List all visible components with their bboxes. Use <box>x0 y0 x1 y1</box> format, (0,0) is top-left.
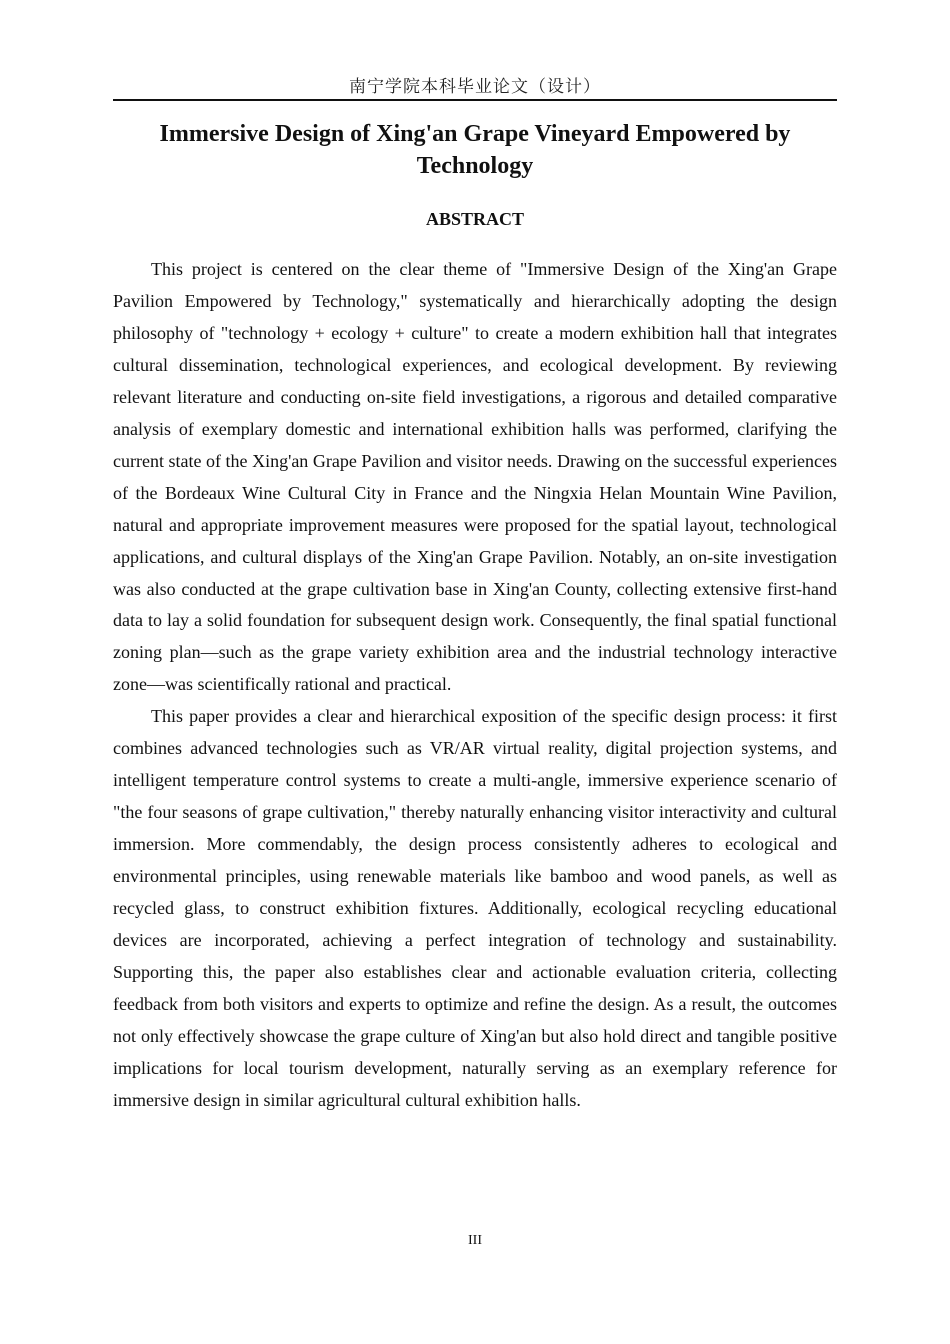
abstract-body <box>113 254 837 1117</box>
page-number: III <box>468 1233 482 1248</box>
running-header: 南宁学院本科毕业论文（设计） <box>349 77 601 97</box>
paper-title: Immersive Design of Xing'an Grape Vineyard Empowered by Technology <box>159 121 791 179</box>
abstract-paragraph-1: This project is centered on the clear theme of "Immersive Design of the Xing'an Grape Pavilion Empowered by Technology," systematically and hierarchically adopting the design philosophy of "technology + ecology + culture" to create a modern exhibition hall that integrates cultural dissemination, technological experiences, and ecological development. By reviewing relevant literature and conducting on-site field investigations, a rigorous and detailed comparative analysis of exemplary domestic and international exhibition halls was performed, clarifying the current state of the Xing'an Grape Pavilion and visitor needs. Drawing on the successful experiences of the Bordeaux Wine Cultural City in France and the Ningxia Helan Mountain Wine Pavilion, natural and appropriate improvement measures were proposed for the spatial layout, technological applications, and cultural displays of the Xing'an Grape Pavilion. Notably, an on-site investigation was also conducted at the grape cultivation base in Xing'an County, collecting extensive first-hand data to lay a solid foundation for subsequent design work. Consequently, the final spatial functional zoning plan—such as the grape variety exhibition area and the industrial technology interactive zone—was scientifically rational and practical. <box>113 259 837 695</box>
abstract-heading: ABSTRACT <box>425 209 525 229</box>
abstract-paragraph-2: This paper provides a clear and hierarchical exposition of the specific design process: it first combines advanced technologies such as VR/AR virtual reality, digital projection systems, and intelligent temperature control systems to create a multi-angle, immersive experience scenario of "the four seasons of grape cultivation," thereby naturally enhancing visitor interactivity and cultural immersion. More commendably, the design process consistently adheres to ecological and environmental principles, using renewable materials like bamboo and wood panels, as well as recycled glass, to construct exhibition fixtures. Additionally, ecological recycling educational devices are incorporated, achieving a perfect integration of technology and sustainability. Supporting this, the paper also establishes clear and actionable evaluation criteria, collecting feedback from both visitors and experts to optimize and refine the design. As a result, the outcomes not only effectively showcase the grape culture of Xing'an but also hold direct and tangible positive implications for local tourism development, naturally serving as an exemplary reference for immersive design in similar agricultural cultural exhibition halls. <box>113 706 837 1110</box>
header-divider <box>113 99 837 101</box>
